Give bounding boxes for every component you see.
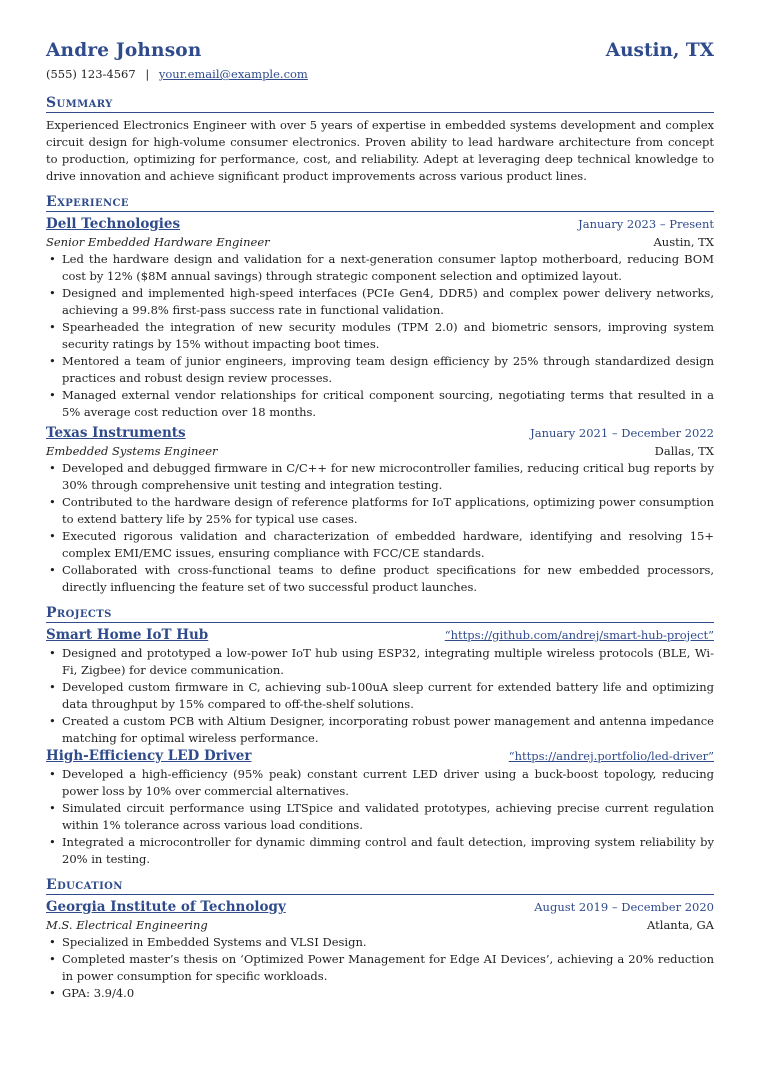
list-item: • Designed and prototyped a low-power IoT hub using ESP32, integrating multiple wireless protocols (BLE, Wi-Fi, Zigbee) for device communication. xyxy=(62,645,714,679)
list-item: • Completed master’s thesis on ‘Optimized Power Management for Edge AI Devices’, achieving a 20% reduction in power consumption for specific workloads. xyxy=(62,951,714,985)
list-item: • GPA: 3.9/4.0 xyxy=(62,985,714,1002)
list-item: • Developed and debugged firmware in C/C++ for new microcontroller families, reducing critical bug reports by 30% through comprehensive unit testing and integration testing. xyxy=(62,460,714,494)
bullet-list xyxy=(46,251,714,421)
contact-separator: | xyxy=(145,67,150,81)
summary-text: Experienced Electronics Engineer with over 5 years of expertise in embedded systems development and complex circuit design for high-volume consumer electronics. Proven ability to lead hardware architecture from concept to production, optimizing for performance, cost, and reliability. Adept at leveraging deep technical knowledge to drive innovation and achieve significant product improvements across various product lines. xyxy=(46,118,714,183)
school-name[interactable]: Georgia Institute of Technology xyxy=(46,899,286,915)
list-item: • Contributed to the hardware design of reference platforms for IoT applications, optimizing power consumption to extend battery life by 25% for typical use cases. xyxy=(62,494,714,528)
list-item: • Developed custom firmware in C, achieving sub-100uA sleep current for extended battery life and optimizing data throughput by 15% compared to off-the-shelf solutions. xyxy=(62,679,714,713)
job-location: Dallas, TX xyxy=(654,444,714,458)
company-name[interactable]: Dell Technologies xyxy=(46,216,181,232)
contact-line xyxy=(46,67,714,81)
list-item: • Designed and implemented high-speed interfaces (PCIe Gen4, DDR5) and complex power delivery networks, achieving a 99.8% first-pass success rate in functional validation. xyxy=(62,285,714,319)
job-location: Austin, TX xyxy=(653,235,714,249)
list-item: • Executed rigorous validation and characterization of embedded hardware, identifying and resolving 15+ complex EMI/EMC issues, ensuring compliance with FCC/CE standards. xyxy=(62,528,714,562)
phone-number: (555) 123-4567 xyxy=(46,67,136,81)
project-name[interactable]: High-Efficiency LED Driver xyxy=(46,748,252,764)
bullet-list xyxy=(46,460,714,596)
degree-title: M.S. Electrical Engineering xyxy=(46,918,208,932)
bullet-list xyxy=(46,645,714,747)
project-link[interactable]: “https://andrej.portfolio/led-driver” xyxy=(508,749,714,763)
bullet-list xyxy=(46,766,714,868)
list-item: • Collaborated with cross-functional teams to define product specifications for new embedded processors, directly influencing the feature set of two successful product launches. xyxy=(62,562,714,596)
list-item: • Specialized in Embedded Systems and VLSI Design. xyxy=(62,934,714,951)
bullet-list xyxy=(46,934,714,1002)
company-name[interactable]: Texas Instruments xyxy=(46,425,186,441)
resume-page xyxy=(46,40,714,1002)
employment-dates: January 2021 – December 2022 xyxy=(530,426,714,440)
school-location: Atlanta, GA xyxy=(647,918,714,932)
list-item: • Led the hardware design and validation for a next-generation consumer laptop motherboard, reducing BOM cost by 12% ($8M annual savings) through strategic component selection and optimized layout. xyxy=(62,251,714,285)
project-name[interactable]: Smart Home IoT Hub xyxy=(46,627,209,643)
section-title-projects: Projects xyxy=(46,605,714,623)
project-entry xyxy=(46,747,714,868)
section-title-summary: Summary xyxy=(46,95,714,113)
section-title-education: Education xyxy=(46,877,714,895)
education-dates: August 2019 – December 2020 xyxy=(534,900,714,914)
email-link[interactable]: your.email@example.com xyxy=(158,67,308,81)
list-item: • Integrated a microcontroller for dynamic dimming control and fault detection, improving system reliability by 20% in testing. xyxy=(62,834,714,868)
list-item: • Developed a high-efficiency (95% peak) constant current LED driver using a buck-boost topology, reducing power loss by 10% over commercial alternatives. xyxy=(62,766,714,800)
list-item: • Spearheaded the integration of new security modules (TPM 2.0) and biometric sensors, improving system security ratings by 15% without impacting boot times. xyxy=(62,319,714,353)
section-title-experience: Experience xyxy=(46,194,714,212)
list-item: • Mentored a team of junior engineers, improving team design efficiency by 25% through standardized design practices and robust design review processes. xyxy=(62,353,714,387)
project-entry xyxy=(46,626,714,747)
project-link[interactable]: “https://github.com/andrej/smart-hub-project” xyxy=(444,628,714,642)
list-item: • Created a custom PCB with Altium Designer, incorporating robust power management and antenna impedance matching for optimal wireless performance. xyxy=(62,713,714,747)
experience-entry xyxy=(46,215,714,421)
list-item: • Simulated circuit performance using LTSpice and validated prototypes, achieving precise current regulation within 1% tolerance across various load conditions. xyxy=(62,800,714,834)
list-item: • Managed external vendor relationships for critical component sourcing, negotiating terms that resulted in a 5% average cost reduction over 18 months. xyxy=(62,387,714,421)
candidate-location: Austin, TX xyxy=(605,40,714,61)
experience-entry xyxy=(46,424,714,596)
job-title: Embedded Systems Engineer xyxy=(46,444,218,458)
resume-header xyxy=(46,40,714,61)
candidate-name: Andre Johnson xyxy=(46,40,202,61)
job-title: Senior Embedded Hardware Engineer xyxy=(46,235,270,249)
education-entry xyxy=(46,898,714,1002)
employment-dates: January 2023 – Present xyxy=(578,217,714,231)
